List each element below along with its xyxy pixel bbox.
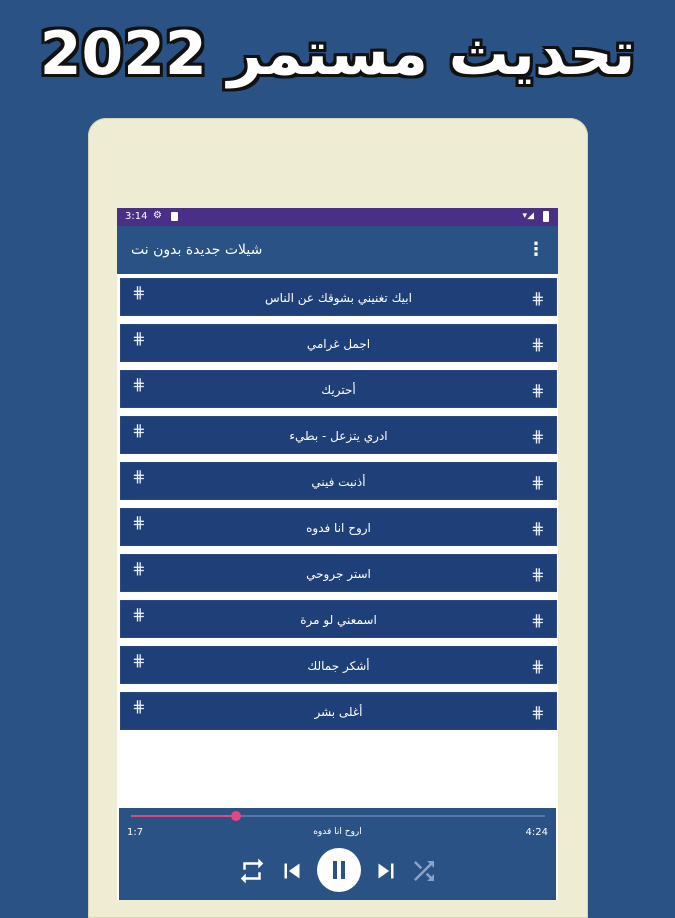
hash-grid-icon: ⋕ — [531, 519, 545, 538]
skip-previous-icon[interactable] — [277, 856, 307, 886]
status-bar — [117, 208, 558, 226]
song-row[interactable] — [120, 462, 557, 500]
player-controls — [119, 846, 556, 896]
kebab-menu-icon[interactable]: ⋮ — [527, 239, 545, 260]
song-row[interactable] — [120, 508, 557, 546]
promo-headline: تحديث مستمر 2022 — [39, 19, 636, 89]
battery-icon — [543, 211, 549, 222]
total-time: 4:24 — [525, 827, 548, 838]
sd-card-icon — [171, 212, 178, 221]
song-title: اسمعني لو مرة — [300, 613, 377, 627]
pause-icon — [317, 848, 361, 892]
shuffle-icon[interactable] — [409, 856, 439, 886]
seek-handle[interactable] — [231, 811, 241, 821]
hash-grid-icon: ⋕ — [132, 283, 146, 302]
hash-grid-icon: ⋕ — [531, 473, 545, 492]
song-row[interactable] — [120, 370, 557, 408]
hash-grid-icon: ⋕ — [132, 375, 146, 394]
hash-grid-icon: ⋕ — [132, 559, 146, 578]
status-time: 3:14 — [125, 211, 148, 222]
hash-grid-icon: ⋕ — [132, 697, 146, 716]
hash-grid-icon: ⋕ — [531, 335, 545, 354]
hash-grid-icon: ⋕ — [531, 427, 545, 446]
song-title: ادري يتزعل - بطيء — [289, 429, 388, 443]
app-title: شيلات جديدة بدون نت — [131, 242, 263, 258]
song-title: اروح انا فدوه — [306, 521, 371, 535]
pause-button[interactable] — [317, 848, 361, 892]
song-row[interactable] — [120, 692, 557, 730]
song-row[interactable] — [120, 278, 557, 316]
hash-grid-icon: ⋕ — [531, 289, 545, 308]
song-row[interactable] — [120, 416, 557, 454]
hash-grid-icon: ⋕ — [132, 605, 146, 624]
song-row[interactable] — [120, 324, 557, 362]
song-title: اجمل غرامي — [306, 337, 371, 351]
skip-next-icon[interactable] — [371, 856, 401, 886]
song-row[interactable] — [120, 554, 557, 592]
elapsed-time: 1:7 — [127, 827, 144, 838]
song-row[interactable] — [120, 600, 557, 638]
song-title: استر جروحي — [306, 567, 371, 581]
gear-icon: ⚙ — [153, 210, 162, 221]
now-playing-title: اروح انا فدوه — [313, 827, 362, 837]
hash-grid-icon: ⋕ — [531, 703, 545, 722]
hash-grid-icon: ⋕ — [132, 651, 146, 670]
song-row[interactable] — [120, 646, 557, 684]
hash-grid-icon: ⋕ — [531, 381, 545, 400]
repeat-icon[interactable] — [237, 856, 267, 886]
song-title: أغلى بشر — [314, 705, 363, 719]
song-title: ابيك تغنيني بشوقك عن الناس — [265, 291, 412, 305]
app-screen — [117, 208, 558, 900]
song-title: أذنبت فيني — [311, 475, 366, 489]
song-title: أحتريك — [321, 383, 356, 397]
music-player — [119, 808, 556, 900]
hash-grid-icon: ⋕ — [132, 329, 146, 348]
wifi-signal-icon: ▾◢ — [522, 211, 534, 221]
seek-progress — [131, 815, 236, 817]
app-bar — [117, 226, 558, 274]
hash-grid-icon: ⋕ — [531, 657, 545, 676]
hash-grid-icon: ⋕ — [132, 467, 146, 486]
hash-grid-icon: ⋕ — [132, 513, 146, 532]
hash-grid-icon: ⋕ — [531, 611, 545, 630]
seek-bar[interactable] — [131, 815, 545, 817]
hash-grid-icon: ⋕ — [531, 565, 545, 584]
song-title: أشكر جمالك — [307, 659, 370, 673]
hash-grid-icon: ⋕ — [132, 421, 146, 440]
